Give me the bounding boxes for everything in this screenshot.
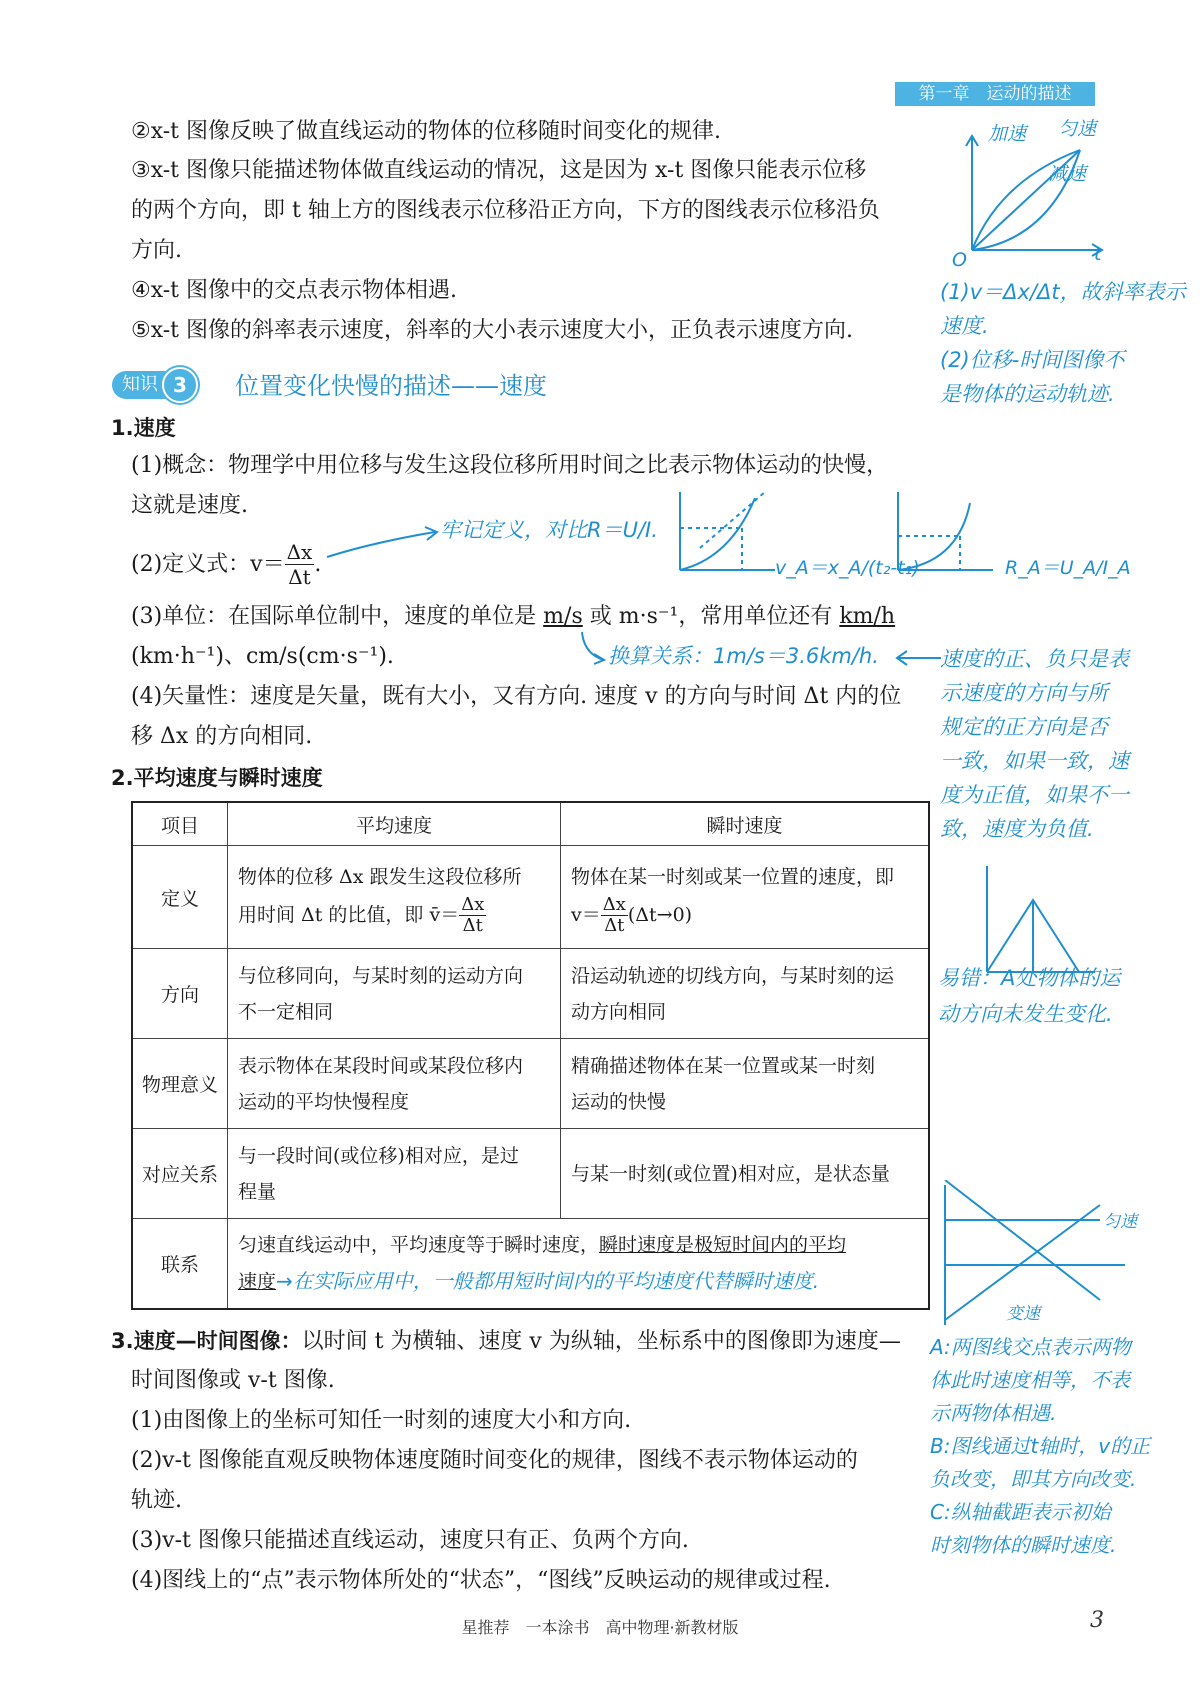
v-a-formula: v_A＝x_A/(t₂-t₁) (775, 557, 920, 579)
def-inst-suffix: (Δt→0) (627, 904, 693, 926)
unit-line2: (km·h⁻¹)、cm/s(cm·s⁻¹). (131, 644, 394, 669)
note1-c: (2)位移-时间图像不 (940, 348, 1125, 372)
chapter-tab: 第一章 运动的描述 (895, 82, 1095, 106)
header-average: 平均速度 (228, 802, 561, 846)
sign-arrow (895, 648, 945, 668)
sign-note-a: 速度的正、负只是表 (940, 647, 1129, 671)
note1-b: 速度. (940, 314, 989, 338)
sign-note-c: 规定的正方向是否 (940, 715, 1108, 739)
link-part-c: 速度 (238, 1270, 277, 1293)
direction-instant (561, 949, 930, 1039)
dir-avg-2: 不一定相同 (238, 1000, 334, 1023)
table-row (132, 1039, 929, 1129)
def-suffix: . (314, 551, 322, 577)
link-cell (228, 1219, 930, 1309)
vt-note-a: A:两图线交点表示两物 (930, 1335, 1131, 1359)
vt-note-c: 示两物体相遇. (930, 1401, 1057, 1425)
table-header-row (132, 802, 929, 846)
item-2: ②x-t 图像反映了做直线运动的物体的位移随时间变化的规律. (131, 119, 722, 144)
vt-uniform-label: 匀速 (1103, 1212, 1137, 1232)
table-row (132, 846, 929, 949)
vt-line1-text: 以时间 t 为横轴、速度 v 为纵轴，坐标系中的图像即为速度— (301, 1329, 901, 1354)
header-item: 项目 (132, 802, 228, 846)
sign-note-f: 致，速度为负值. (940, 817, 1094, 841)
vt-point4: (4)图线上的“点”表示物体所处的“状态”，“图线”反映运动的规律或过程. (131, 1568, 831, 1593)
definition-formula (131, 540, 321, 589)
row-label-meaning: 物理意义 (132, 1039, 228, 1129)
item-3-line3: 方向. (131, 238, 182, 263)
dir-avg-1: 与位移同向，与某时刻的运动方向 (238, 964, 524, 987)
rel-avg-1: 与一段时间(或位移)相对应，是过 (238, 1144, 519, 1167)
item-3-line1: ③x-t 图像只能描述物体做直线运动的情况，这是因为 x-t 图像只能表示位移 (131, 158, 867, 183)
vt-line2: 时间图像或 v-t 图像. (131, 1368, 335, 1393)
speed-heading: 1.速度 (111, 416, 176, 440)
link-part-b: 瞬时速度是极短时间内的平均 (599, 1233, 847, 1256)
xt-label-decel: 减速 (1048, 163, 1087, 185)
vt-note-g: 时刻物体的瞬时速度. (930, 1533, 1117, 1557)
mean-avg-2: 运动的平均快慢程度 (238, 1090, 410, 1113)
concept-line1: (1)概念：物理学中用位移与发生这段位移所用时间之比表示物体运动的快慢， (131, 453, 889, 478)
avg-num: Δx (461, 893, 485, 915)
def-avg-line2 (238, 895, 550, 936)
def-avg-text: 用时间 Δt 的比值，即 v̄＝ (238, 904, 460, 926)
ui-curve-sketch (888, 488, 998, 580)
def-fraction (285, 540, 315, 589)
badge-number: 3 (162, 367, 198, 403)
error-note-a: 易错：A处物体的运 (938, 966, 1121, 990)
page-number: 3 (1090, 1608, 1104, 1633)
row-label-link: 联系 (132, 1219, 228, 1309)
mean-inst-1: 精确描述物体在某一位置或某一时刻 (571, 1054, 876, 1077)
note1-a: (1)v＝Δx/Δt，故斜率表示 (940, 280, 1186, 304)
link-handwritten-note: →在实际应用中，一般都用短时间内的平均速度代替瞬时速度. (276, 1268, 820, 1293)
dir-inst-1: 沿运动轨迹的切线方向，与某时刻的运 (571, 964, 895, 987)
definition-arrow (325, 522, 445, 562)
footer-text: 星推荐 一本涂书 高中物理·新教材版 (461, 1618, 739, 1637)
sign-note-b: 示速度的方向与所 (940, 681, 1108, 705)
avg-den: Δt (462, 914, 483, 936)
vector-line2: 移 Δx 的方向相同. (131, 724, 313, 749)
section-title: 位置变化快慢的描述——速度 (235, 372, 547, 400)
vt-note-b: 体此时速度相等，不表 (930, 1368, 1130, 1392)
link-line1 (238, 1227, 918, 1263)
table-row (132, 1219, 929, 1309)
table-row (132, 949, 929, 1039)
vt-note-d: B:图线通过t轴时，v的正 (930, 1434, 1151, 1458)
r-a-formula: R_A＝U_A/I_A (1005, 557, 1131, 579)
definition-average (228, 846, 561, 949)
inst-fraction (601, 895, 628, 936)
row-label-definition: 定义 (132, 846, 228, 949)
unit-ms: m/s (543, 604, 583, 629)
vt-heading: 3.速度—时间图像： (111, 1329, 302, 1353)
relation-instant: 与某一时刻(或位置)相对应，是状态量 (561, 1129, 930, 1219)
comparison-table (131, 801, 930, 1310)
def-inst-prefix: v＝ (571, 904, 601, 926)
definition-note: 牢记定义，对比R＝U/I. (440, 518, 658, 542)
vt-point3: (3)v-t 图像只能描述直线运动，速度只有正、负两个方向. (131, 1528, 689, 1553)
meaning-average (228, 1039, 561, 1129)
unit-line1 (131, 598, 895, 636)
unit-arrow (578, 630, 608, 666)
definition-instant (561, 846, 930, 949)
vt-line1 (111, 1322, 901, 1361)
xt-label-uniform: 匀速 (1058, 118, 1097, 140)
mean-inst-2: 运动的快慢 (571, 1090, 667, 1113)
link-line2 (238, 1263, 918, 1300)
vt-note-f: C:纵轴截距表示初始 (930, 1500, 1111, 1524)
rel-avg-2: 程量 (238, 1180, 277, 1203)
def-numerator: Δx (286, 540, 313, 564)
error-note-b: 动方向未发生变化. (938, 1002, 1113, 1026)
vt-varied-label: 变速 (1006, 1304, 1040, 1324)
sign-note-e: 度为正值，如果不一 (940, 783, 1129, 807)
def-denominator: Δt (288, 565, 311, 589)
vt-point1: (1)由图像上的坐标可知任一时刻的速度大小和方向. (131, 1408, 632, 1433)
xt-origin: O (952, 249, 967, 271)
vector-line1: (4)矢量性：速度是矢量，既有大小，又有方向. 速度 v 的方向与时间 Δt 内的位 (131, 684, 902, 709)
def-inst-line2 (571, 895, 918, 936)
meaning-instant (561, 1039, 930, 1129)
note1-d: 是物体的运动轨迹. (940, 382, 1115, 406)
item-5: ⑤x-t 图像的斜率表示速度，斜率的大小表示速度大小，正负表示速度方向. (131, 318, 854, 343)
item-3-line2: 的两个方向，即 t 轴上方的图线表示位移沿正方向，下方的图线表示位移沿负 (131, 198, 880, 223)
unit-kmh: km/h (839, 604, 896, 629)
inst-num: Δx (602, 893, 626, 915)
row-label-relation: 对应关系 (132, 1129, 228, 1219)
vt-point2-line2: 轨迹. (131, 1488, 182, 1513)
relation-average (228, 1129, 561, 1219)
unit-conversion-note: 换算关系：1m/s＝3.6km/h. (608, 644, 879, 668)
def-avg-line1: 物体的位移 Δx 跟发生这段位移所 (238, 865, 522, 888)
vt-note-e: 负改变，即其方向改变. (930, 1467, 1137, 1491)
xt-t-axis: t (1094, 243, 1102, 265)
def-inst-line1: 物体在某一时刻或某一位置的速度，即 (571, 865, 895, 888)
unit-prefix: (3)单位：在国际单位制中，速度的单位是 (131, 604, 544, 629)
unit-mid: 或 m·s⁻¹，常用单位还有 (582, 604, 840, 629)
row-label-direction: 方向 (132, 949, 228, 1039)
concept-line2: 这就是速度. (131, 493, 248, 518)
badge-label: 知识 (112, 371, 166, 399)
xt-label-accel: 加速 (988, 123, 1027, 145)
dir-inst-2: 动方向相同 (571, 1000, 667, 1023)
vt-point2-line1: (2)v-t 图像能直观反映物体速度随时间变化的规律，图线不表示物体运动的 (131, 1448, 858, 1473)
xt-curve-sketch (670, 488, 780, 580)
direction-average (228, 949, 561, 1039)
section-badge (112, 368, 198, 402)
inst-den: Δt (604, 914, 625, 936)
link-part-a: 匀速直线运动中，平均速度等于瞬时速度， (238, 1233, 600, 1256)
avg-inst-heading: 2.平均速度与瞬时速度 (111, 766, 323, 790)
header-instant: 瞬时速度 (561, 802, 930, 846)
def-prefix: (2)定义式：v＝ (131, 551, 285, 577)
item-4: ④x-t 图像中的交点表示物体相遇. (131, 278, 458, 303)
avg-fraction (459, 895, 486, 936)
table-row (132, 1129, 929, 1219)
mean-avg-1: 表示物体在某段时间或某段位移内 (238, 1054, 524, 1077)
sign-note-d: 一致，如果一致，速 (940, 749, 1129, 773)
xt-sketch (960, 130, 1110, 265)
